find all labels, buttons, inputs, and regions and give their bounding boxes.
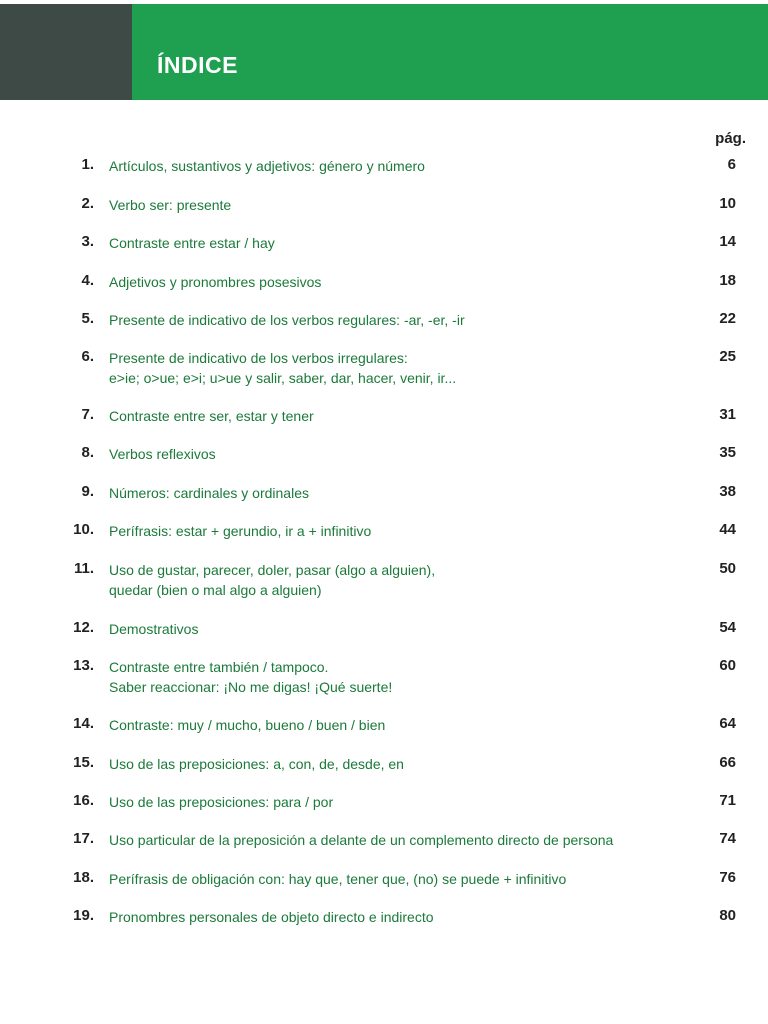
entry-number: 9. [81, 483, 94, 500]
entry-title: Uso de gustar, parecer, doler, pasar (algo a alguien), quedar (bien o mal algo a alguien) [109, 562, 436, 598]
entry-title: Presente de indicativo de los verbos regulares: -ar, -er, -ir [109, 312, 465, 328]
entry-title: Uso de las preposiciones: a, con, de, desde, en [109, 756, 404, 772]
page-title: ÍNDICE [157, 52, 238, 78]
entry-page: 14 [719, 233, 736, 250]
page-column-label: pág. [715, 130, 746, 147]
entry-title: Demostrativos [109, 621, 199, 637]
entry-page: 18 [719, 272, 736, 289]
entry-title: Uso particular de la preposición a delante de un complemento directo de persona [109, 832, 614, 848]
entry-page: 71 [719, 792, 736, 809]
entry-page: 35 [719, 444, 736, 461]
entry-title: Verbo ser: presente [109, 197, 232, 213]
entry-number: 17. [73, 830, 94, 847]
entry-number: 10. [73, 521, 94, 538]
entry-title: Perífrasis de obligación con: hay que, tener que, (no) se puede + infinitivo [109, 871, 567, 887]
entry-page: 76 [719, 869, 736, 886]
entry-page: 60 [719, 657, 736, 674]
entry-number: 16. [73, 792, 94, 809]
entry-page: 31 [719, 406, 736, 423]
entry-number: 12. [73, 619, 94, 636]
entry-title: Presente de indicativo de los verbos irregulares: e>ie; o>ue; e>i; u>ue y salir, saber, dar, hacer, venir, ir... [109, 350, 457, 386]
entry-number: 8. [81, 444, 94, 461]
entry-title: Pronombres personales de objeto directo e indirecto [109, 909, 434, 925]
entry-number: 11. [73, 560, 94, 577]
entry-number: 1. [81, 156, 94, 173]
entry-title: Artículos, sustantivos y adjetivos: género y número [109, 158, 425, 174]
entry-title: Verbos reflexivos [109, 446, 216, 462]
entry-page: 66 [719, 754, 736, 771]
entry-title: Números: cardinales y ordinales [109, 485, 309, 501]
entry-page: 44 [719, 521, 736, 538]
entry-number: 19. [73, 907, 94, 924]
entry-page: 10 [719, 195, 736, 212]
entry-number: 14. [73, 715, 94, 732]
entry-number: 4. [81, 272, 94, 289]
header-dark-block [0, 4, 132, 100]
entry-title: Perífrasis: estar + gerundio, ir a + infinitivo [109, 523, 372, 539]
entry-number: 3. [81, 233, 94, 250]
entry-number: 6. [81, 348, 94, 365]
entry-title: Contraste entre estar / hay [109, 235, 275, 251]
entry-page: 38 [719, 483, 736, 500]
entry-number: 7. [81, 406, 94, 423]
entry-number: 15. [73, 754, 94, 771]
entry-title: Uso de las preposiciones: para / por [109, 794, 334, 810]
entry-number: 2. [81, 195, 94, 212]
entry-number: 13. [73, 657, 94, 674]
entry-page: 25 [719, 348, 736, 365]
entry-number: 18. [73, 869, 94, 886]
header-green-block [132, 4, 768, 100]
entry-page: 50 [719, 560, 736, 577]
entry-page: 74 [719, 830, 736, 847]
header-banner [0, 4, 768, 100]
entry-title: Contraste: muy / mucho, bueno / buen / bien [109, 717, 386, 733]
entry-title: Contraste entre también / tampoco. Saber reaccionar: ¡No me digas! ¡Qué suerte! [109, 659, 393, 695]
entry-title: Contraste entre ser, estar y tener [109, 408, 314, 424]
entry-page: 54 [719, 619, 736, 636]
entry-page: 80 [719, 907, 736, 924]
entry-page: 64 [719, 715, 736, 732]
entry-title: Adjetivos y pronombres posesivos [109, 274, 322, 290]
entry-page: 22 [719, 310, 736, 327]
entry-number: 5. [81, 310, 94, 327]
entry-page: 6 [727, 156, 736, 173]
